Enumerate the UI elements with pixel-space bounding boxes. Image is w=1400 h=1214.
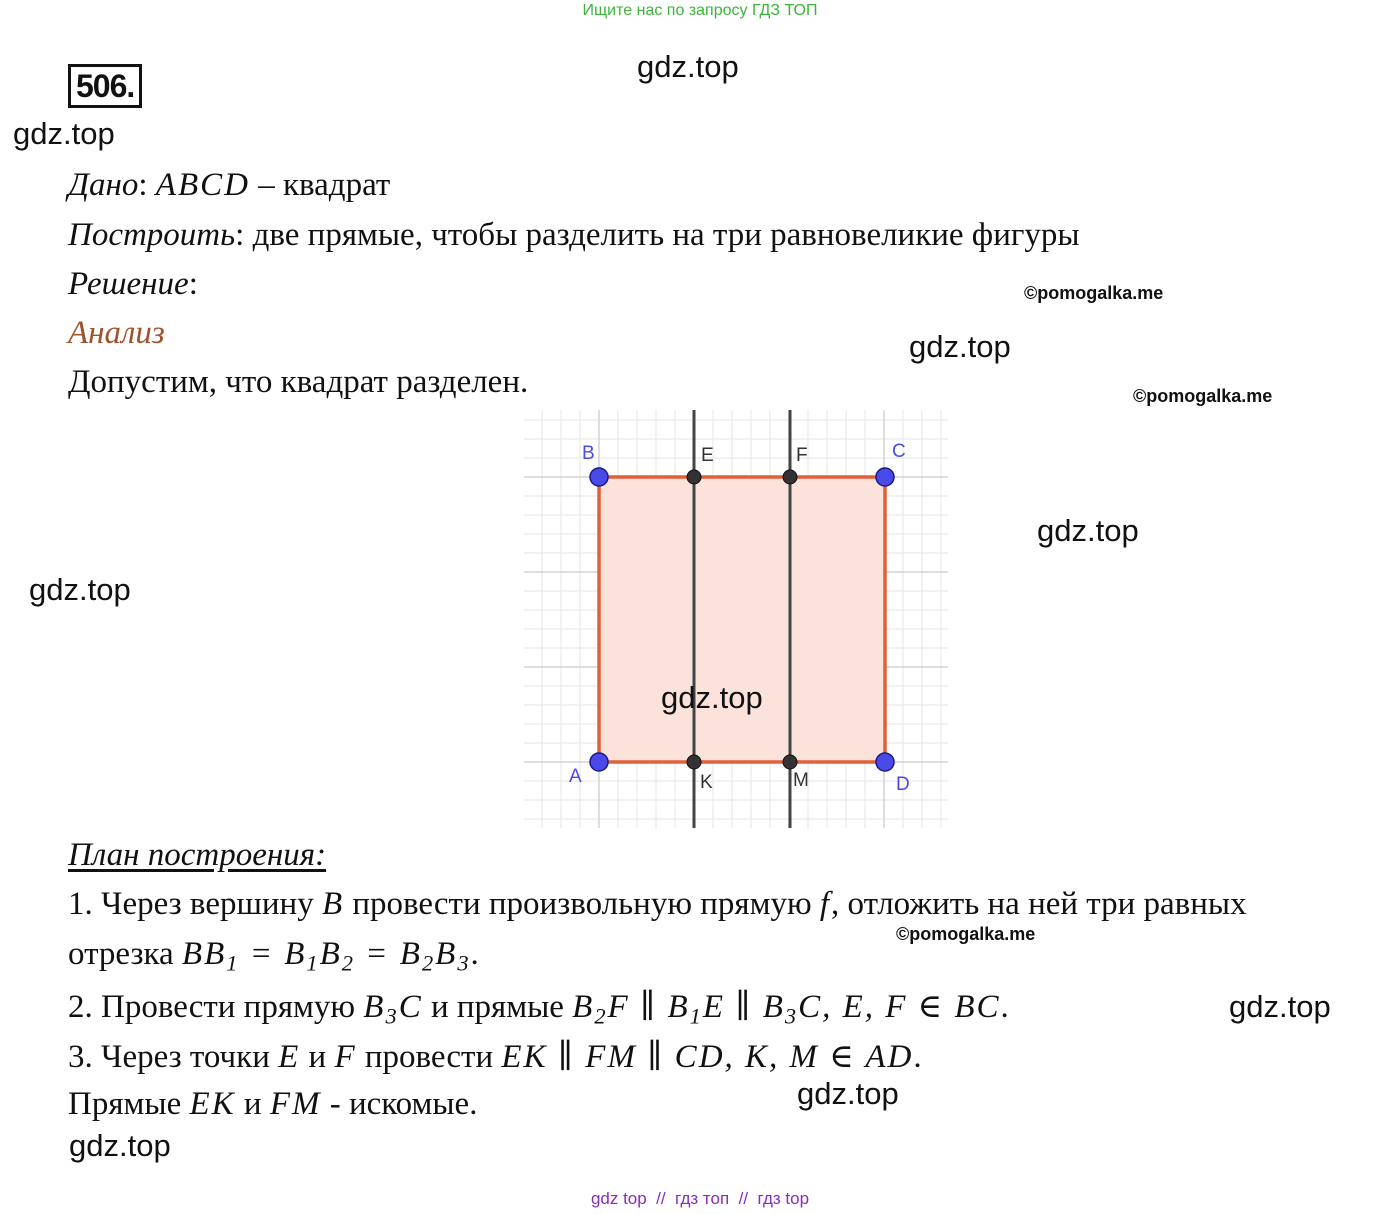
point-f xyxy=(783,470,797,484)
construct-label: Построить xyxy=(68,217,236,253)
label-e: E xyxy=(701,445,714,466)
given-line: Дано: ABCD – квадрат xyxy=(68,167,391,203)
problem-number: 506. xyxy=(68,64,142,108)
analysis-heading: Анализ xyxy=(68,315,165,351)
plan-title: План построения: xyxy=(68,837,327,873)
label-m: M xyxy=(793,770,809,791)
watermark-gdz: gdz.top xyxy=(13,116,115,151)
given-text: – квадрат xyxy=(249,167,391,203)
point-c xyxy=(876,468,894,486)
point-e xyxy=(687,470,701,484)
watermark-gdz: gdz.top xyxy=(1229,989,1331,1024)
plan-step-3: 3. Через точки E и F провести EK ∥ FM ∥ CD, K, M ∈ AD. xyxy=(68,1039,922,1075)
watermark-gdz: gdz.top xyxy=(661,680,763,715)
construct-text: : две прямые, чтобы разделить на три равновеликие фигуры xyxy=(235,217,1080,253)
point-a xyxy=(590,753,608,771)
geometry-figure xyxy=(524,410,948,828)
plan-result: Прямые EK и FM - искомые. xyxy=(68,1086,478,1122)
label-d: D xyxy=(896,774,910,795)
watermark-gdz: gdz.top xyxy=(69,1128,171,1163)
watermark-gdz: gdz.top xyxy=(1037,513,1139,548)
plan-step-1: 1. Через вершину B провести произвольную прямую f, отложить на ней три равных xyxy=(68,886,1247,922)
watermark-pomogalka: ©pomogalka.me xyxy=(896,924,1036,944)
label-c: C xyxy=(892,441,906,462)
watermark-gdz: gdz.top xyxy=(29,572,131,607)
watermark-pomogalka: ©pomogalka.me xyxy=(1024,283,1164,303)
watermark-gdz: gdz.top xyxy=(637,49,739,84)
given-label: Дано xyxy=(68,167,139,203)
watermark-gdz: gdz.top xyxy=(909,329,1011,364)
watermark-gdz: gdz.top xyxy=(797,1076,899,1111)
construct-line xyxy=(68,217,1080,254)
watermark-pomogalka: ©pomogalka.me xyxy=(1133,386,1273,406)
point-m xyxy=(783,755,797,769)
label-b: B xyxy=(582,443,595,464)
plan-step-2: 2. Провести прямую $B_3C$ и прямые $B_2F$ ∥ $B_1E$ ∥ $B_3C$, E, F ∈ BC. xyxy=(68,989,1009,1029)
point-b xyxy=(590,468,608,486)
square-fill xyxy=(599,477,885,762)
label-f: F xyxy=(796,445,808,466)
promo-banner[interactable]: Ищите нас по запросу ГДЗ ТОП xyxy=(582,2,818,19)
figure-name: ABCD xyxy=(155,167,250,203)
point-d xyxy=(876,753,894,771)
solution-line: Решение: xyxy=(68,266,198,302)
analysis-text: Допустим, что квадрат разделен. xyxy=(68,364,529,400)
solution-label: Решение xyxy=(68,266,189,302)
label-a: A xyxy=(569,766,582,787)
point-k xyxy=(687,755,701,769)
label-k: K xyxy=(700,772,713,793)
footer-links[interactable]: gdz top // гдз топ // гдз top xyxy=(590,1189,810,1208)
plan-step-1-cont: отрезка $BB_1 = B_1B_2 = B_2B_3$. xyxy=(68,936,479,976)
